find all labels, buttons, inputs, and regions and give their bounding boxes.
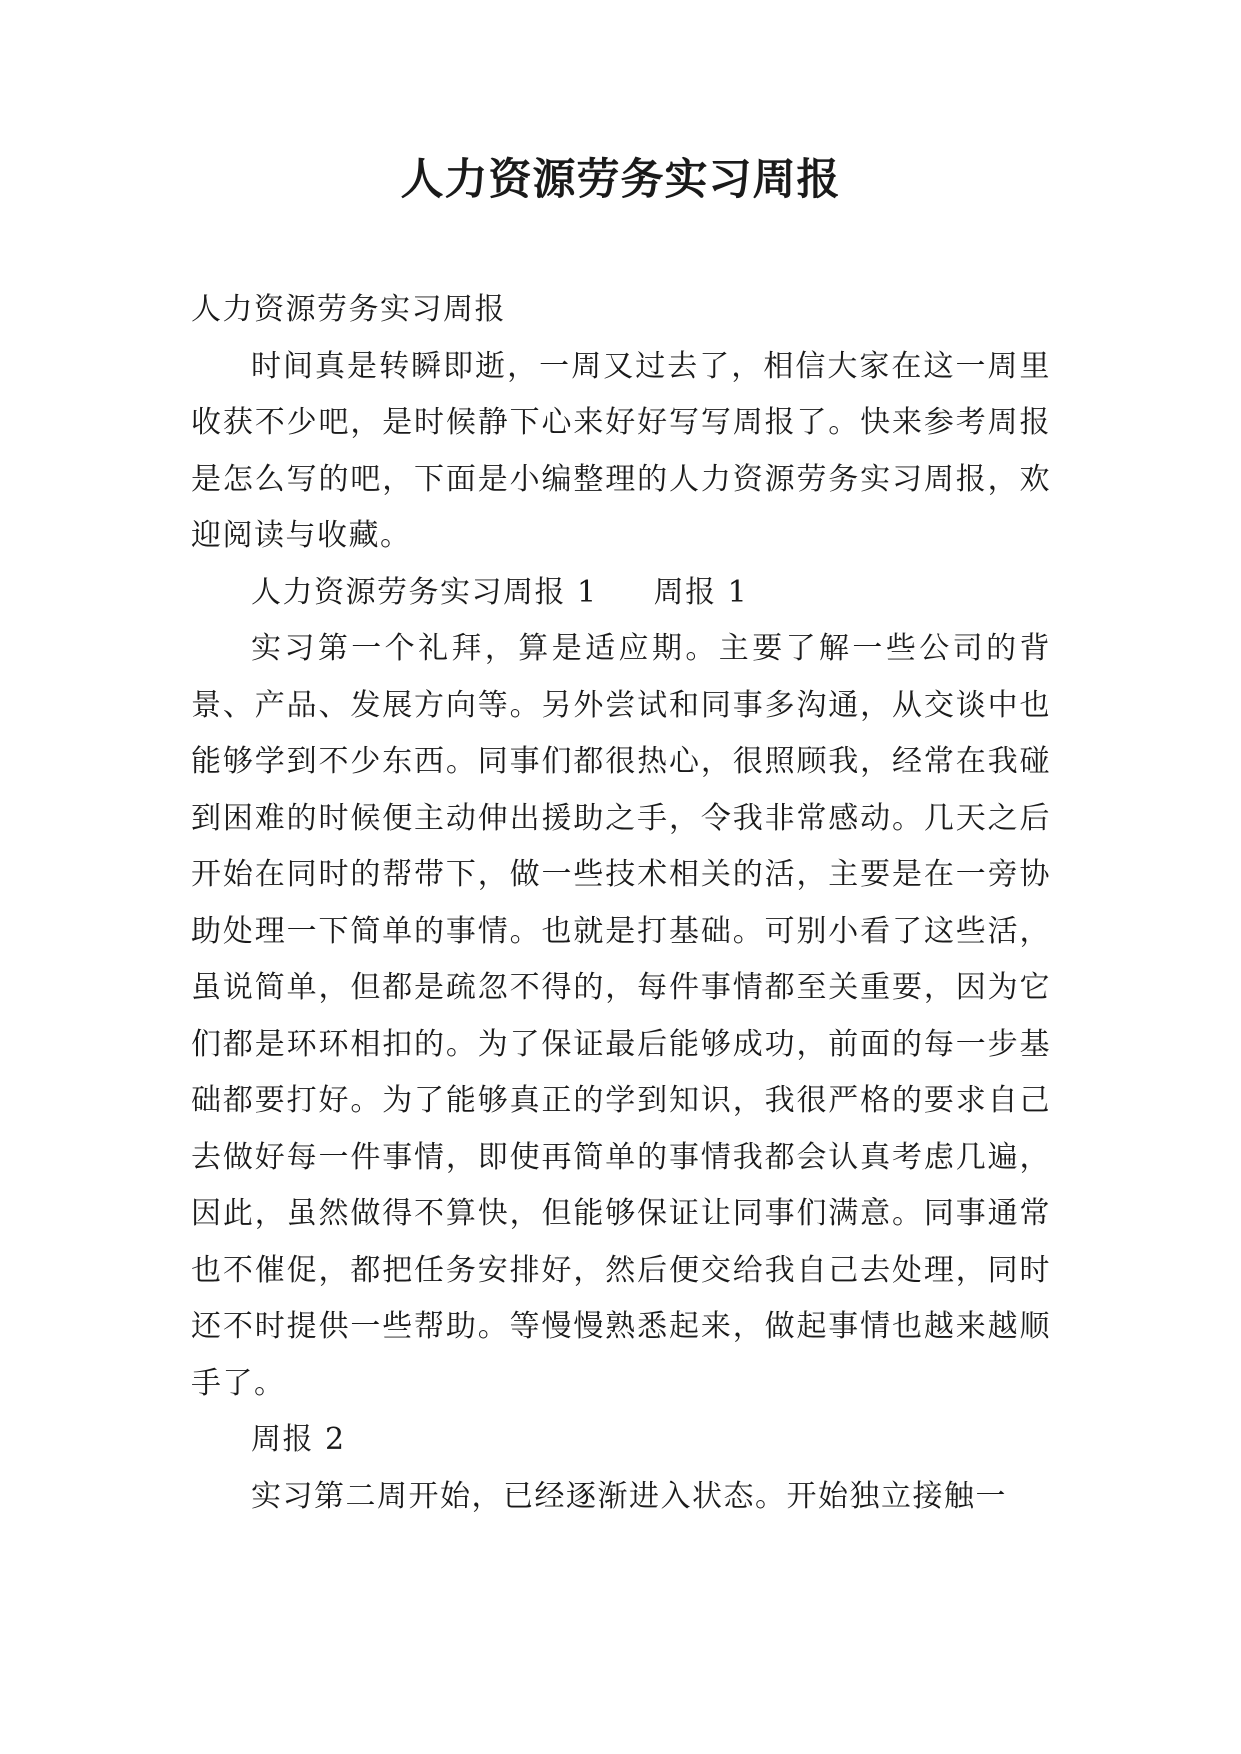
week-2-heading: 周报 2 — [251, 1422, 346, 1457]
week-2-paragraph: 实习第二周开始，已经逐渐进入状态。开始独立接触一 — [251, 1478, 1007, 1514]
week-1-paragraph: 实习第一个礼拜，算是适应期。主要了解一些公司的背景、产品、发展方向等。另外尝试和同事多沟通，从交谈中也能够学到不少东西。同事们都很热心，很照顾我，经常在我碰到困难的时候便主动伸出援助之手，令我非常感动。几天之后开始在同时的帮带下，做一些技术相关的活，主要是在一旁协助处理一下简单的事情。也就是打基础。可别小看了这些活，虽说简单，但都是疏忽不得的，每件事情都至关重要，因为它们都是环环相扣的。为了保证最后能够成功，前面的每一步基础都要打好。为了能够真正的学到知识，我很严格的要求自己去做好每一件事情，即使再简单的事情我都会认真考虑几遍，因此，虽然做得不算快，但能够保证让同事们满意。同事通常也不催促，都把任务安排好，然后便交给我自己去处理，同时还不时提供一些帮助。等慢慢熟悉起来，做起事情也越来越顺手了。 — [191, 631, 1051, 1401]
document-title: 人力资源劳务实习周报 — [400, 155, 841, 205]
week-1-heading: 周报 1 — [653, 574, 749, 610]
document-body — [191, 282, 1051, 1525]
section-1-heading: 人力资源劳务实习周报 1 — [251, 574, 598, 610]
document-subtitle: 人力资源劳务实习周报 — [191, 292, 506, 327]
section-heading-line — [191, 565, 1051, 622]
intro-paragraph: 时间真是转瞬即逝，一周又过去了，相信大家在这一周里收获不少吧，是时候静下心来好好写写周报了。快来参考周报是怎么写的吧，下面是小编整理的人力资源劳务实习周报，欢迎阅读与收藏。 — [191, 348, 1051, 553]
